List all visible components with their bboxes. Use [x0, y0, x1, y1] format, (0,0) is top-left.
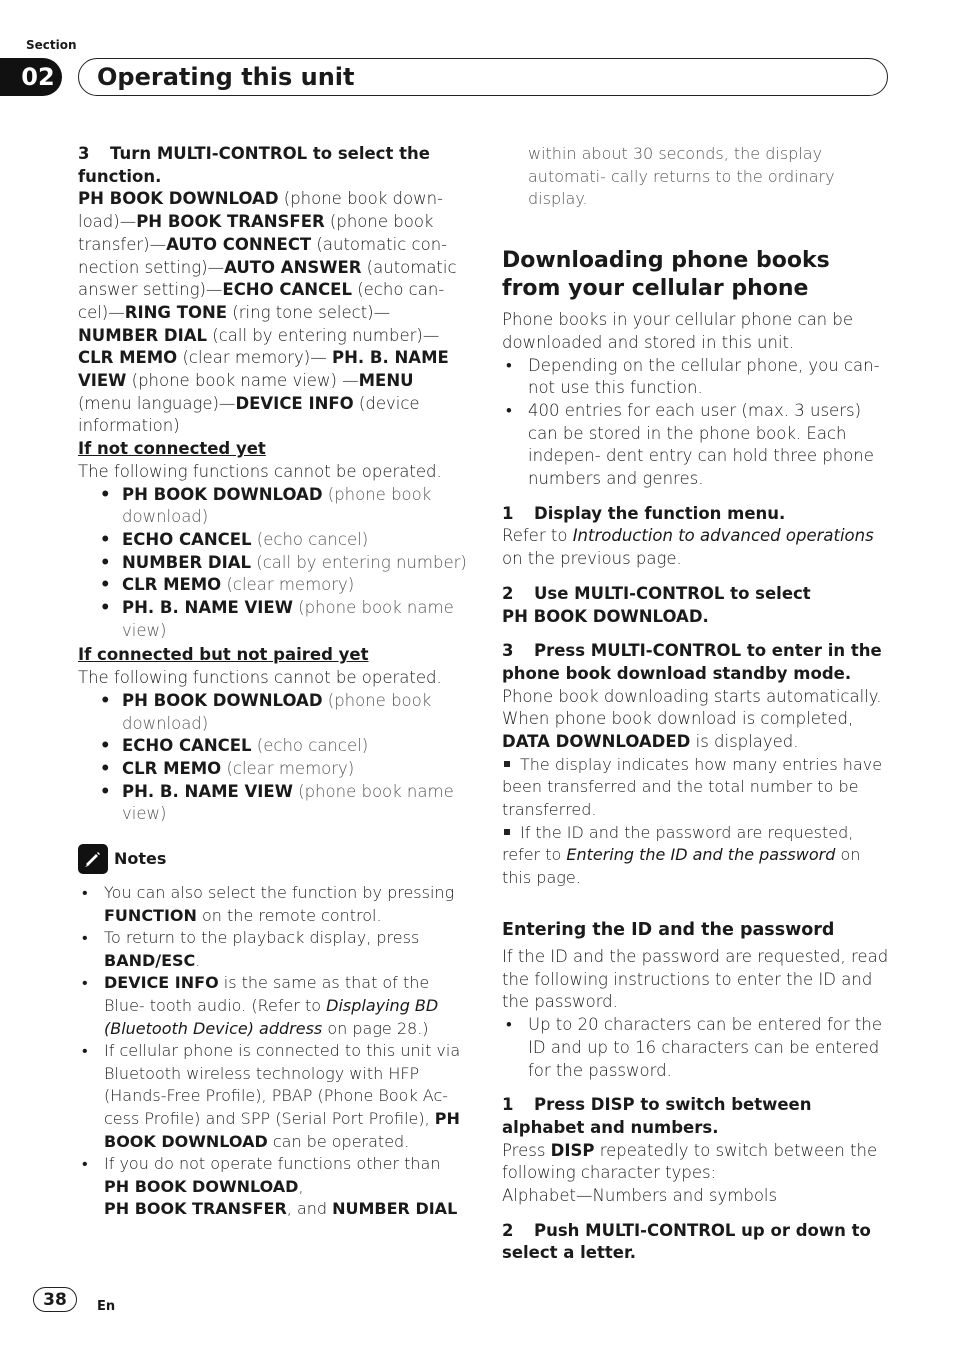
continued-text: within about 30 seconds, the display automati- cally returns to the ordinary display. [528, 144, 835, 209]
id-intro: If the ID and the password are requested, read the following instructions to enter the ID and the password. [502, 947, 889, 1012]
note-item: • If you do not operate functions other than PH BOOK DOWNLOAD, PH BOOK TRANSFER, and NUMBER DIAL [104, 1153, 468, 1221]
not-paired-intro: The following functions cannot be operated. [78, 668, 442, 688]
function-description: (ring tone select)— [227, 302, 391, 322]
square-bullet-icon [504, 829, 510, 835]
downloading-intro: Phone books in your cellular phone can be downloaded and stored in this unit. [502, 310, 854, 352]
function-name: DEVICE INFO [235, 393, 354, 413]
function-name: CLR MEMO [78, 348, 178, 368]
function-description: (automatic con- nection setting)— [78, 234, 448, 277]
disp-step-2-heading: 2 Push MULTI-CONTROL up or down to select a letter. [502, 1220, 871, 1263]
function-name: ECHO CANCEL [222, 280, 352, 300]
note-item: • DEVICE INFO is the same as that of the Blue- tooth audio. (Refer to Displaying BD (Bluetooth Device) address on page 28.) [104, 972, 468, 1040]
function-name: MENU [358, 371, 414, 391]
function-description: (menu language)— [78, 393, 236, 413]
not-paired-heading: If connected but not paired yet [78, 645, 369, 665]
id-bullets [502, 1014, 894, 1082]
not-paired-list [78, 690, 468, 826]
step-1-body: Refer to Introduction to advanced operations on the previous page. [502, 526, 874, 569]
right-column [502, 143, 894, 1265]
left-column [78, 143, 468, 1221]
downloading-bullets [502, 355, 894, 491]
step-3-heading: 3 Turn MULTI-CONTROL to select the function. [78, 144, 430, 186]
notes-pencil-icon [78, 844, 108, 874]
function-description: (phone book down- load)— [78, 189, 444, 232]
function-name: AUTO ANSWER [224, 257, 362, 277]
list-item: • ECHO CANCEL (echo cancel) [122, 735, 468, 758]
not-connected-intro: The following functions cannot be operated. [78, 461, 442, 481]
note-item: • To return to the playback display, press BAND/ESC. [104, 927, 468, 972]
subsection-heading-id-password: Entering the ID and the password [502, 920, 835, 941]
function-name: AUTO CONNECT [166, 234, 312, 254]
list-item: • PH BOOK DOWNLOAD (phone book download) [122, 690, 468, 735]
list-item: • NUMBER DIAL (call by entering number) [122, 552, 468, 575]
function-name: PH BOOK DOWNLOAD [78, 189, 279, 209]
list-item: • Depending on the cellular phone, you can- not use this function. [528, 355, 894, 400]
step-2-heading: 2 Use MULTI-CONTROL to select PH BOOK DOWNLOAD. [502, 583, 811, 626]
notes-heading: Notes [78, 844, 468, 874]
function-description: (phone book transfer)— [78, 212, 434, 254]
list-item: • PH. B. NAME VIEW (phone book name view) [122, 781, 468, 826]
function-name: RING TONE [124, 302, 228, 322]
function-name: PH. B. NAME VIEW [78, 348, 449, 391]
page-title: Operating this unit [78, 58, 888, 96]
function-name: NUMBER DIAL [78, 325, 208, 345]
language-label: En [97, 1299, 116, 1314]
function-name: PH BOOK TRANSFER [136, 212, 325, 232]
step-3-heading: 3 Press MULTI-CONTROL to enter in the phone book download standby mode. [502, 641, 882, 683]
function-description: (device information) [78, 393, 420, 436]
function-description: (echo can- cel)— [78, 280, 445, 322]
list-item: • ECHO CANCEL (echo cancel) [122, 529, 468, 552]
list-item: • PH BOOK DOWNLOAD (phone book download) [122, 484, 468, 529]
display-note: The display indicates how many entries have been transferred and the total number to be transferred. [502, 754, 883, 819]
disp-step-1-heading: 1 Press DISP to switch between alphabet and numbers. [502, 1095, 812, 1137]
step-3-body: Phone book downloading starts automatically. When phone book download is completed, DATA DOWNLOADED is displayed. [502, 686, 882, 752]
function-description: (phone book name view) — [126, 371, 359, 391]
function-description: (call by entering number)— [207, 325, 440, 345]
section-label: Section [26, 38, 77, 52]
list-item: • CLR MEMO (clear memory) [122, 758, 468, 781]
list-item: • 400 entries for each user (max. 3 users) can be stored in the phone book. Each indepen- dent entry can hold three phone numbers and genres. [528, 400, 894, 491]
not-connected-list [78, 484, 468, 643]
function-description: (automatic answer setting)— [78, 257, 457, 300]
notes-list [78, 882, 468, 1221]
section-number-badge: 02 [0, 58, 62, 96]
note-item: • You can also select the function by pressing FUNCTION on the remote control. [104, 882, 468, 927]
list-item: • CLR MEMO (clear memory) [122, 574, 468, 597]
function-description: (clear memory)— [177, 348, 332, 368]
password-note: If the ID and the password are requested, refer to Entering the ID and the password on this page. [502, 822, 861, 887]
function-list [78, 188, 468, 438]
disp-step-1-body: Press DISP repeatedly to switch between the following character types: Alphabet—Numbers and symbols [502, 1140, 878, 1206]
step-1-heading: 1 Display the function menu. [502, 503, 786, 523]
list-item: • Up to 20 characters can be entered for the ID and up to 16 characters can be entered for the password. [528, 1014, 894, 1082]
note-item: • If cellular phone is connected to this unit via Bluetooth wireless technology with HFP (Hands-Free Profile), PBAP (Phone Book Ac- cess Profile) and SPP (Serial Port Profile), PH BOOK DOWNLOAD can be operated. [104, 1040, 468, 1153]
square-bullet-icon [504, 761, 510, 767]
list-item: • PH. B. NAME VIEW (phone book name view) [122, 597, 468, 642]
not-connected-heading: If not connected yet [78, 439, 266, 459]
page-number: 38 [33, 1287, 77, 1312]
section-heading-downloading: Downloading phone books from your cellular phone [502, 248, 830, 302]
